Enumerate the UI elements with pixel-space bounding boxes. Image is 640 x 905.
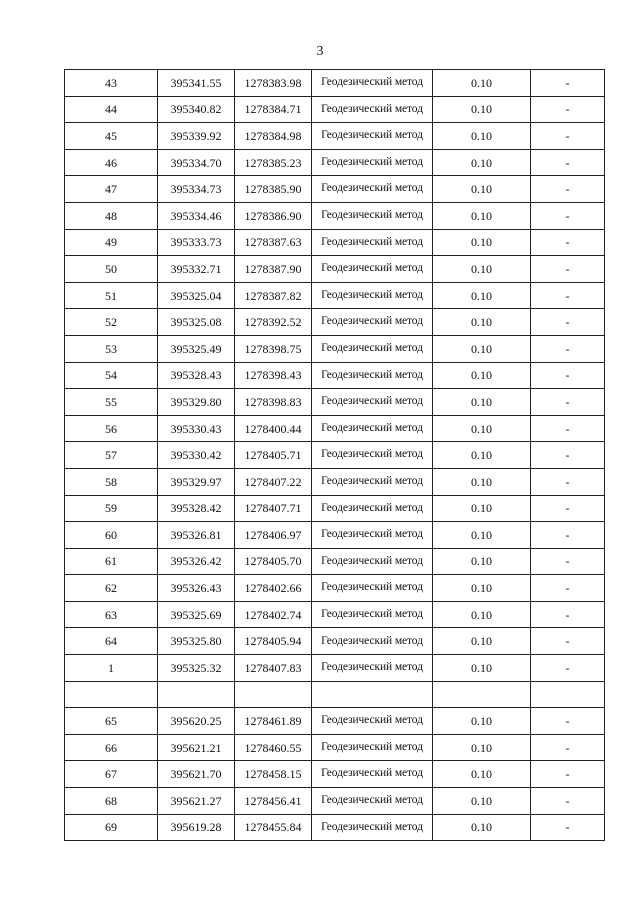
accuracy-cell: 0.10 xyxy=(433,335,531,362)
point-number-cell: 65 xyxy=(65,708,158,735)
table-row xyxy=(65,814,605,841)
note-cell: - xyxy=(531,788,605,815)
y-coordinate-cell: 1278387.90 xyxy=(235,256,312,283)
note-cell: - xyxy=(531,495,605,522)
table-row xyxy=(65,96,605,123)
point-number-cell: 43 xyxy=(65,70,158,97)
table-row xyxy=(65,389,605,416)
y-coordinate-cell: 1278387.63 xyxy=(235,229,312,256)
point-number-cell: 49 xyxy=(65,229,158,256)
y-coordinate-cell: 1278385.23 xyxy=(235,149,312,176)
accuracy-cell: 0.10 xyxy=(433,708,531,735)
note-cell: - xyxy=(531,548,605,575)
x-coordinate-cell: 395334.46 xyxy=(158,202,235,229)
x-coordinate-cell: 395329.80 xyxy=(158,389,235,416)
accuracy-cell: 0.10 xyxy=(433,628,531,655)
accuracy-cell: 0.10 xyxy=(433,734,531,761)
table-row xyxy=(65,788,605,815)
accuracy-cell: 0.10 xyxy=(433,495,531,522)
y-coordinate-cell: 1278384.98 xyxy=(235,123,312,150)
note-cell: - xyxy=(531,123,605,150)
note-cell: - xyxy=(531,601,605,628)
x-coordinate-cell: 395621.27 xyxy=(158,788,235,815)
table-row xyxy=(65,123,605,150)
method-cell: Геодезический метод xyxy=(312,176,433,203)
method-cell: Геодезический метод xyxy=(312,335,433,362)
x-coordinate-cell: 395328.42 xyxy=(158,495,235,522)
point-number-cell: 69 xyxy=(65,814,158,841)
note-cell: - xyxy=(531,468,605,495)
y-coordinate-cell: 1278460.55 xyxy=(235,734,312,761)
table-row xyxy=(65,202,605,229)
table-row xyxy=(65,149,605,176)
point-number-cell: 62 xyxy=(65,575,158,602)
x-coordinate-cell: 395325.80 xyxy=(158,628,235,655)
table-row xyxy=(65,468,605,495)
method-cell: Геодезический метод xyxy=(312,734,433,761)
accuracy-cell: 0.10 xyxy=(433,282,531,309)
y-coordinate-cell: 1278405.94 xyxy=(235,628,312,655)
y-coordinate-cell xyxy=(235,681,312,708)
note-cell: - xyxy=(531,335,605,362)
note-cell: - xyxy=(531,628,605,655)
accuracy-cell: 0.10 xyxy=(433,601,531,628)
note-cell: - xyxy=(531,70,605,97)
method-cell: Геодезический метод xyxy=(312,389,433,416)
x-coordinate-cell: 395330.43 xyxy=(158,415,235,442)
point-number-cell: 59 xyxy=(65,495,158,522)
point-number-cell: 44 xyxy=(65,96,158,123)
point-number-cell: 57 xyxy=(65,442,158,469)
method-cell: Геодезический метод xyxy=(312,202,433,229)
method-cell: Геодезический метод xyxy=(312,149,433,176)
method-cell: Геодезический метод xyxy=(312,761,433,788)
y-coordinate-cell: 1278405.70 xyxy=(235,548,312,575)
note-cell: - xyxy=(531,176,605,203)
note-cell: - xyxy=(531,202,605,229)
table-row xyxy=(65,256,605,283)
x-coordinate-cell: 395334.70 xyxy=(158,149,235,176)
point-number-cell: 68 xyxy=(65,788,158,815)
x-coordinate-cell: 395620.25 xyxy=(158,708,235,735)
note-cell: - xyxy=(531,389,605,416)
point-number-cell: 58 xyxy=(65,468,158,495)
accuracy-cell: 0.10 xyxy=(433,149,531,176)
y-coordinate-cell: 1278406.97 xyxy=(235,522,312,549)
x-coordinate-cell: 395619.28 xyxy=(158,814,235,841)
x-coordinate-cell: 395329.97 xyxy=(158,468,235,495)
y-coordinate-cell: 1278398.75 xyxy=(235,335,312,362)
note-cell: - xyxy=(531,96,605,123)
x-coordinate-cell xyxy=(158,681,235,708)
note-cell: - xyxy=(531,229,605,256)
table-row xyxy=(65,176,605,203)
y-coordinate-cell: 1278387.82 xyxy=(235,282,312,309)
point-number-cell: 52 xyxy=(65,309,158,336)
y-coordinate-cell: 1278458.15 xyxy=(235,761,312,788)
accuracy-cell: 0.10 xyxy=(433,256,531,283)
table-row xyxy=(65,761,605,788)
y-coordinate-cell: 1278384.71 xyxy=(235,96,312,123)
accuracy-cell: 0.10 xyxy=(433,389,531,416)
x-coordinate-cell: 395334.73 xyxy=(158,176,235,203)
method-cell: Геодезический метод xyxy=(312,468,433,495)
y-coordinate-cell: 1278402.66 xyxy=(235,575,312,602)
table-row xyxy=(65,601,605,628)
table-row xyxy=(65,335,605,362)
method-cell: Геодезический метод xyxy=(312,575,433,602)
method-cell: Геодезический метод xyxy=(312,256,433,283)
method-cell xyxy=(312,681,433,708)
x-coordinate-cell: 395325.04 xyxy=(158,282,235,309)
x-coordinate-cell: 395326.43 xyxy=(158,575,235,602)
note-cell: - xyxy=(531,761,605,788)
note-cell: - xyxy=(531,282,605,309)
coordinates-table xyxy=(64,69,605,841)
table-row xyxy=(65,575,605,602)
point-number-cell: 1 xyxy=(65,655,158,682)
point-number-cell: 55 xyxy=(65,389,158,416)
table-row xyxy=(65,442,605,469)
note-cell: - xyxy=(531,309,605,336)
table-row xyxy=(65,282,605,309)
x-coordinate-cell: 395330.42 xyxy=(158,442,235,469)
point-number-cell: 66 xyxy=(65,734,158,761)
point-number-cell: 54 xyxy=(65,362,158,389)
method-cell: Геодезический метод xyxy=(312,522,433,549)
accuracy-cell: 0.10 xyxy=(433,123,531,150)
accuracy-cell: 0.10 xyxy=(433,522,531,549)
table-row xyxy=(65,495,605,522)
y-coordinate-cell: 1278407.71 xyxy=(235,495,312,522)
point-number-cell: 46 xyxy=(65,149,158,176)
accuracy-cell: 0.10 xyxy=(433,415,531,442)
table-row xyxy=(65,229,605,256)
accuracy-cell: 0.10 xyxy=(433,362,531,389)
note-cell: - xyxy=(531,522,605,549)
method-cell: Геодезический метод xyxy=(312,708,433,735)
accuracy-cell xyxy=(433,681,531,708)
note-cell: - xyxy=(531,734,605,761)
point-number-cell: 51 xyxy=(65,282,158,309)
accuracy-cell: 0.10 xyxy=(433,442,531,469)
y-coordinate-cell: 1278400.44 xyxy=(235,415,312,442)
method-cell: Геодезический метод xyxy=(312,309,433,336)
x-coordinate-cell: 395326.42 xyxy=(158,548,235,575)
accuracy-cell: 0.10 xyxy=(433,176,531,203)
point-number-cell: 47 xyxy=(65,176,158,203)
y-coordinate-cell: 1278456.41 xyxy=(235,788,312,815)
method-cell: Геодезический метод xyxy=(312,70,433,97)
x-coordinate-cell: 395621.70 xyxy=(158,761,235,788)
point-number-cell: 45 xyxy=(65,123,158,150)
x-coordinate-cell: 395339.92 xyxy=(158,123,235,150)
method-cell: Геодезический метод xyxy=(312,655,433,682)
method-cell: Геодезический метод xyxy=(312,362,433,389)
point-number-cell: 61 xyxy=(65,548,158,575)
accuracy-cell: 0.10 xyxy=(433,202,531,229)
accuracy-cell: 0.10 xyxy=(433,575,531,602)
note-cell: - xyxy=(531,442,605,469)
note-cell: - xyxy=(531,655,605,682)
y-coordinate-cell: 1278398.43 xyxy=(235,362,312,389)
method-cell: Геодезический метод xyxy=(312,495,433,522)
table-row xyxy=(65,415,605,442)
point-number-cell: 56 xyxy=(65,415,158,442)
note-cell: - xyxy=(531,814,605,841)
note-cell: - xyxy=(531,708,605,735)
point-number-cell: 67 xyxy=(65,761,158,788)
accuracy-cell: 0.10 xyxy=(433,70,531,97)
x-coordinate-cell: 395325.32 xyxy=(158,655,235,682)
method-cell: Геодезический метод xyxy=(312,229,433,256)
y-coordinate-cell: 1278455.84 xyxy=(235,814,312,841)
table-row xyxy=(65,628,605,655)
y-coordinate-cell: 1278392.52 xyxy=(235,309,312,336)
y-coordinate-cell: 1278386.90 xyxy=(235,202,312,229)
table-row xyxy=(65,655,605,682)
accuracy-cell: 0.10 xyxy=(433,655,531,682)
accuracy-cell: 0.10 xyxy=(433,814,531,841)
method-cell: Геодезический метод xyxy=(312,415,433,442)
accuracy-cell: 0.10 xyxy=(433,761,531,788)
method-cell: Геодезический метод xyxy=(312,548,433,575)
accuracy-cell: 0.10 xyxy=(433,468,531,495)
point-number-cell: 53 xyxy=(65,335,158,362)
y-coordinate-cell: 1278385.90 xyxy=(235,176,312,203)
coordinates-table-body xyxy=(65,70,605,841)
x-coordinate-cell: 395340.82 xyxy=(158,96,235,123)
method-cell: Геодезический метод xyxy=(312,123,433,150)
x-coordinate-cell: 395328.43 xyxy=(158,362,235,389)
table-row xyxy=(65,708,605,735)
page-number: 3 xyxy=(316,44,324,59)
y-coordinate-cell: 1278407.83 xyxy=(235,655,312,682)
note-cell: - xyxy=(531,415,605,442)
method-cell: Геодезический метод xyxy=(312,442,433,469)
x-coordinate-cell: 395333.73 xyxy=(158,229,235,256)
method-cell: Геодезический метод xyxy=(312,814,433,841)
table-row xyxy=(65,362,605,389)
y-coordinate-cell: 1278398.83 xyxy=(235,389,312,416)
table-row xyxy=(65,681,605,708)
note-cell: - xyxy=(531,256,605,283)
method-cell: Геодезический метод xyxy=(312,601,433,628)
y-coordinate-cell: 1278405.71 xyxy=(235,442,312,469)
point-number-cell: 50 xyxy=(65,256,158,283)
point-number-cell xyxy=(65,681,158,708)
y-coordinate-cell: 1278402.74 xyxy=(235,601,312,628)
x-coordinate-cell: 395326.81 xyxy=(158,522,235,549)
y-coordinate-cell: 1278407.22 xyxy=(235,468,312,495)
table-row xyxy=(65,522,605,549)
note-cell: - xyxy=(531,149,605,176)
point-number-cell: 60 xyxy=(65,522,158,549)
point-number-cell: 63 xyxy=(65,601,158,628)
note-cell: - xyxy=(531,362,605,389)
x-coordinate-cell: 395325.08 xyxy=(158,309,235,336)
accuracy-cell: 0.10 xyxy=(433,548,531,575)
method-cell: Геодезический метод xyxy=(312,96,433,123)
x-coordinate-cell: 395621.21 xyxy=(158,734,235,761)
y-coordinate-cell: 1278383.98 xyxy=(235,70,312,97)
point-number-cell: 64 xyxy=(65,628,158,655)
table-row xyxy=(65,548,605,575)
x-coordinate-cell: 395332.71 xyxy=(158,256,235,283)
method-cell: Геодезический метод xyxy=(312,628,433,655)
accuracy-cell: 0.10 xyxy=(433,309,531,336)
table-row xyxy=(65,309,605,336)
table-row xyxy=(65,70,605,97)
note-cell: - xyxy=(531,575,605,602)
point-number-cell: 48 xyxy=(65,202,158,229)
x-coordinate-cell: 395325.49 xyxy=(158,335,235,362)
x-coordinate-cell: 395325.69 xyxy=(158,601,235,628)
method-cell: Геодезический метод xyxy=(312,788,433,815)
table-row xyxy=(65,734,605,761)
accuracy-cell: 0.10 xyxy=(433,229,531,256)
y-coordinate-cell: 1278461.89 xyxy=(235,708,312,735)
accuracy-cell: 0.10 xyxy=(433,788,531,815)
note-cell xyxy=(531,681,605,708)
method-cell: Геодезический метод xyxy=(312,282,433,309)
accuracy-cell: 0.10 xyxy=(433,96,531,123)
x-coordinate-cell: 395341.55 xyxy=(158,70,235,97)
